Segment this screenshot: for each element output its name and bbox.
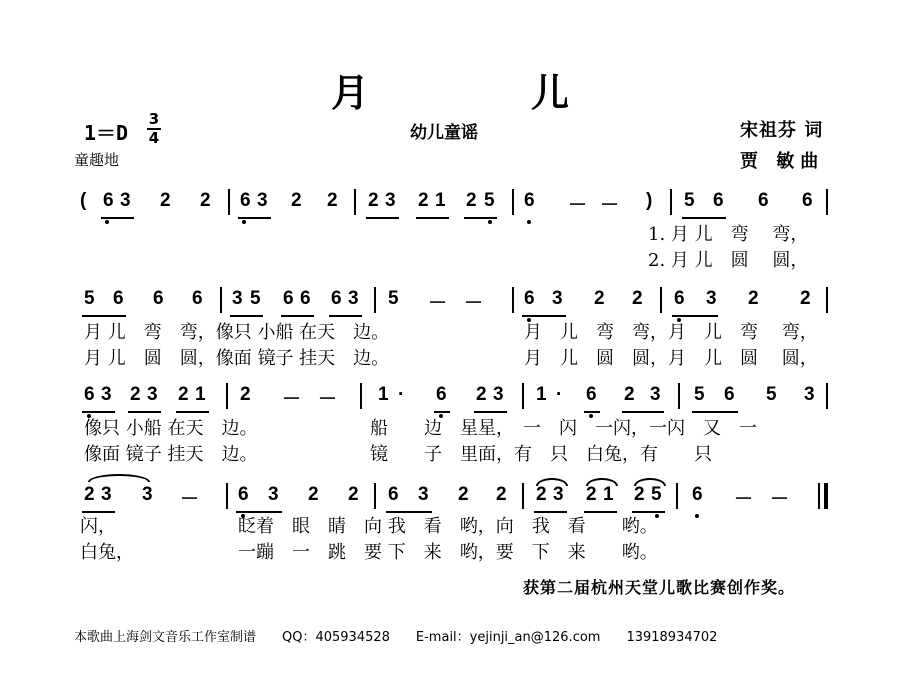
dash: － bbox=[770, 489, 790, 510]
lyric-line-2-verse-2a: 月 儿 圆 圆，像面 镜子 挂天 边。 bbox=[84, 348, 390, 369]
lyric-line-3-verse-2a: 像面 镜子 挂天 边。 bbox=[84, 444, 258, 465]
meter-top: 3 bbox=[148, 110, 160, 128]
note: 6 bbox=[84, 384, 95, 405]
note: 1 bbox=[435, 190, 446, 211]
note: 6 bbox=[192, 288, 203, 309]
lyric-line-4-verse-1a: 闪， bbox=[80, 516, 116, 537]
note: 6 bbox=[331, 288, 342, 309]
lyric-line-2-verse-1b: 月 儿 弯 弯，月 儿 弯 弯， bbox=[524, 322, 818, 343]
note: 2 bbox=[624, 384, 635, 405]
note: 6 bbox=[524, 190, 535, 211]
note: 2 bbox=[634, 484, 645, 505]
dash: － bbox=[734, 489, 754, 510]
note: 2 bbox=[458, 484, 469, 505]
note: 2 bbox=[200, 190, 211, 211]
note: 3 bbox=[120, 190, 131, 211]
note: 3 bbox=[142, 484, 153, 505]
song-title: 月 儿 bbox=[330, 71, 631, 115]
meter-bottom: 4 bbox=[148, 129, 160, 147]
note: 2 bbox=[536, 484, 547, 505]
note: 2 bbox=[800, 288, 811, 309]
lyric-line-3-verse-1a: 像只 小船 在天 边。 bbox=[84, 418, 258, 439]
note: 1 bbox=[378, 384, 389, 405]
note: 2 bbox=[84, 484, 95, 505]
note: · bbox=[398, 384, 405, 405]
note: 6 bbox=[113, 288, 124, 309]
score-line-1 bbox=[0, 190, 900, 220]
note: 6 bbox=[238, 484, 249, 505]
note: 3 bbox=[232, 288, 243, 309]
lyric-line-3-verse-1b: 船 边 星星， 一 闪 一闪，一闪 又 一 bbox=[370, 418, 757, 439]
note: 5 bbox=[694, 384, 705, 405]
key-signature: 1＝D bbox=[84, 121, 129, 145]
note: 2 bbox=[348, 484, 359, 505]
dash: － bbox=[464, 293, 484, 314]
note: 5 bbox=[484, 190, 495, 211]
note: 2 bbox=[418, 190, 429, 211]
note: 3 bbox=[147, 384, 158, 405]
note: 2 bbox=[632, 288, 643, 309]
note: 1 bbox=[603, 484, 614, 505]
note: 6 bbox=[388, 484, 399, 505]
note: 6 bbox=[524, 288, 535, 309]
lyric-line-2-verse-2b: 月 儿 圆 圆，月 儿 圆 圆， bbox=[524, 348, 818, 369]
note: 6 bbox=[724, 384, 735, 405]
footer-credits: 本歌曲上海剑文音乐工作室制谱 QQ：405934528 E-mail：yejinji_an@126.com 13918934702 bbox=[74, 630, 718, 645]
note: 6 bbox=[802, 190, 813, 211]
score-line-3 bbox=[0, 384, 900, 414]
note: 3 bbox=[257, 190, 268, 211]
note: 3 bbox=[101, 484, 112, 505]
note: 2 bbox=[160, 190, 171, 211]
note: 3 bbox=[552, 288, 563, 309]
note: 6 bbox=[300, 288, 311, 309]
dash: － bbox=[568, 195, 588, 216]
note: 2 bbox=[130, 384, 141, 405]
note: 2 bbox=[178, 384, 189, 405]
note: 6 bbox=[103, 190, 114, 211]
note: 3 bbox=[101, 384, 112, 405]
time-signature bbox=[147, 112, 161, 146]
score-line-4 bbox=[0, 484, 900, 514]
lyric-line-4-verse-2a: 白兔， bbox=[80, 542, 134, 563]
score-line-2 bbox=[0, 288, 900, 318]
note: 6 bbox=[240, 190, 251, 211]
note: 3 bbox=[650, 384, 661, 405]
note: 2 bbox=[308, 484, 319, 505]
note: 2 bbox=[327, 190, 338, 211]
award-note: 获第二届杭州天堂儿歌比赛创作奖。 bbox=[523, 578, 796, 597]
note: 3 bbox=[385, 190, 396, 211]
dash: － bbox=[600, 195, 620, 216]
note: 3 bbox=[706, 288, 717, 309]
note: 6 bbox=[758, 190, 769, 211]
note: 3 bbox=[418, 484, 429, 505]
note: 6 bbox=[692, 484, 703, 505]
note: 2 bbox=[291, 190, 302, 211]
note: 2 bbox=[496, 484, 507, 505]
note: 6 bbox=[713, 190, 724, 211]
note: 2 bbox=[594, 288, 605, 309]
note: 2 bbox=[466, 190, 477, 211]
note: 5 bbox=[84, 288, 95, 309]
genre-label: 幼儿童谣 bbox=[410, 123, 478, 143]
note: 2 bbox=[476, 384, 487, 405]
note: ) bbox=[646, 190, 653, 211]
note: 6 bbox=[153, 288, 164, 309]
note: 6 bbox=[586, 384, 597, 405]
lyricist-credit: 宋祖芬 词 bbox=[740, 120, 824, 141]
note: 5 bbox=[766, 384, 777, 405]
note: 5 bbox=[651, 484, 662, 505]
note: 1 bbox=[536, 384, 547, 405]
note: 3 bbox=[268, 484, 279, 505]
note: 6 bbox=[674, 288, 685, 309]
note: 5 bbox=[388, 288, 399, 309]
dash: － bbox=[428, 293, 448, 314]
tempo-marking: 童趣地 bbox=[74, 151, 120, 169]
note: 5 bbox=[250, 288, 261, 309]
note: 2 bbox=[368, 190, 379, 211]
lyric-line-1-verse-2: 2. 月 儿 圆 圆， bbox=[648, 250, 809, 271]
tie-arc bbox=[88, 474, 150, 482]
note: 3 bbox=[553, 484, 564, 505]
note: 3 bbox=[348, 288, 359, 309]
note: 2 bbox=[586, 484, 597, 505]
note: 2 bbox=[748, 288, 759, 309]
note: 6 bbox=[436, 384, 447, 405]
dash: － bbox=[318, 389, 338, 410]
dash: － bbox=[180, 489, 200, 510]
note: 6 bbox=[283, 288, 294, 309]
lyric-line-4-verse-2b: 一蹦 一 跳 要 下 来 哟，要 下 来 哟。 bbox=[238, 542, 658, 563]
lyric-line-2-verse-1a: 月 儿 弯 弯，像只 小船 在天 边。 bbox=[84, 322, 390, 343]
lyric-line-4-verse-1b: 眨着 眼 睛 向 我 看 哟，向 我 看 哟。 bbox=[238, 516, 658, 537]
composer-credit: 贾 敏曲 bbox=[740, 151, 825, 172]
dash: － bbox=[282, 389, 302, 410]
lyric-line-3-verse-2b: 镜 子 里面，有 只 白兔，有 只 bbox=[370, 444, 712, 465]
note: 1 bbox=[195, 384, 206, 405]
note: 2 bbox=[240, 384, 251, 405]
note: · bbox=[556, 384, 563, 405]
note: 3 bbox=[804, 384, 815, 405]
note: 3 bbox=[493, 384, 504, 405]
note: 5 bbox=[684, 190, 695, 211]
note: ( bbox=[80, 190, 87, 211]
lyric-line-1-verse-1: 1. 月 儿 弯 弯， bbox=[648, 224, 809, 245]
